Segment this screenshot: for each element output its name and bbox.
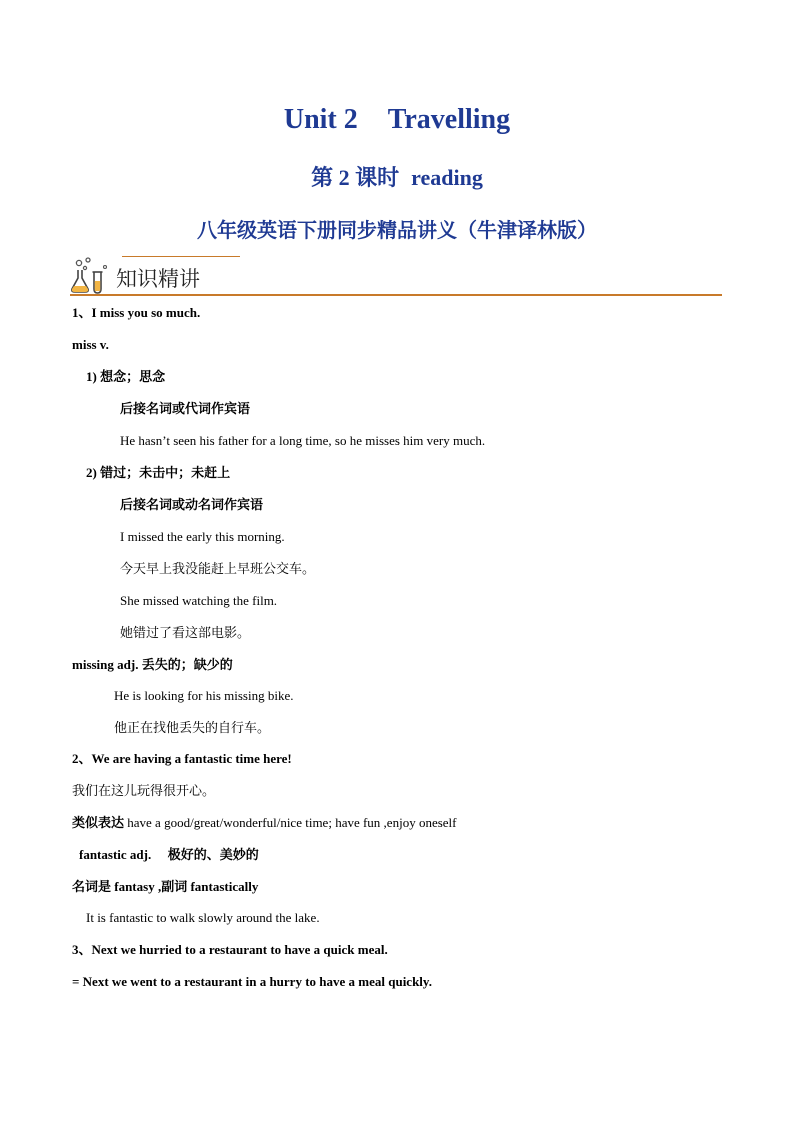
subtitle: 八年级英语下册同步精品讲义（牛津译林版） <box>197 220 597 242</box>
fantastic-line <box>79 847 259 863</box>
section-rule-top <box>122 256 240 257</box>
title-topic: Travelling <box>387 104 511 135</box>
sense1-line <box>86 369 165 385</box>
fantastic-example: It is fantastic to walk slowly around the lake. <box>86 910 320 925</box>
missing-example-zh: 他正在找他丢失的自行车。 <box>114 720 271 735</box>
sense2-example2-zh: 她错过了看这部电影。 <box>120 625 251 640</box>
sense2-num: 2) <box>86 465 97 480</box>
lesson-title <box>0 161 794 192</box>
item2-translation: 我们在这儿玩得很开心。 <box>72 783 216 798</box>
sense2-usage: 后接名词或动名词作宾语 <box>120 497 264 512</box>
item3-paraphrase: = Next we went to a restaurant in a hurry to have a meal quickly. <box>72 974 432 989</box>
missing-meaning: 丢失的；缺少的 <box>141 657 233 672</box>
sense2-line <box>86 465 230 481</box>
missing-word: missing adj. <box>72 657 139 672</box>
section-rule-bottom <box>70 294 722 296</box>
lesson-label: 第 2 课时 <box>311 165 400 190</box>
item3-heading: 3、Next we hurried to a restaurant to have a quick meal. <box>72 942 388 957</box>
title-unit: Unit 2 <box>283 104 358 135</box>
sense2-example2-en: She missed watching the film. <box>120 593 278 608</box>
lab-flask-icon <box>70 256 110 294</box>
similar-text: have a good/great/wonderful/nice time; have fun ,enjoy oneself <box>127 815 457 830</box>
section-header <box>70 254 722 296</box>
sense1-num: 1) <box>86 369 97 384</box>
section-title: 知识精讲 <box>116 267 200 291</box>
fantastic-word: fantastic adj. <box>79 847 152 862</box>
fantastic-derivatives: 名词是 fantasy ,副词 fantastically <box>72 879 259 894</box>
sense2-meaning: 错过；未击中；未赶上 <box>100 465 231 480</box>
page-title <box>0 104 794 136</box>
fantastic-meaning: 极好的、美妙的 <box>167 847 259 862</box>
item1-heading: 1、I miss you so much. <box>72 305 201 320</box>
item1-word: miss v. <box>72 337 109 352</box>
similar-label: 类似表达 <box>72 815 125 830</box>
missing-line <box>72 657 233 673</box>
sense1-meaning: 想念；思念 <box>100 369 166 384</box>
item2-similar <box>72 815 456 831</box>
missing-example-en: He is looking for his missing bike. <box>114 688 294 703</box>
sense2-example1-en: I missed the early this morning. <box>120 529 285 544</box>
item2-heading: 2、We are having a fantastic time here! <box>72 751 292 766</box>
sense1-usage: 后接名词或代词作宾语 <box>120 401 251 416</box>
sense1-example: He hasn’t seen his father for a long time, so he misses him very much. <box>120 433 486 448</box>
sense2-example1-zh: 今天早上我没能赶上早班公交车。 <box>120 561 316 576</box>
lesson-topic: reading <box>411 165 483 190</box>
